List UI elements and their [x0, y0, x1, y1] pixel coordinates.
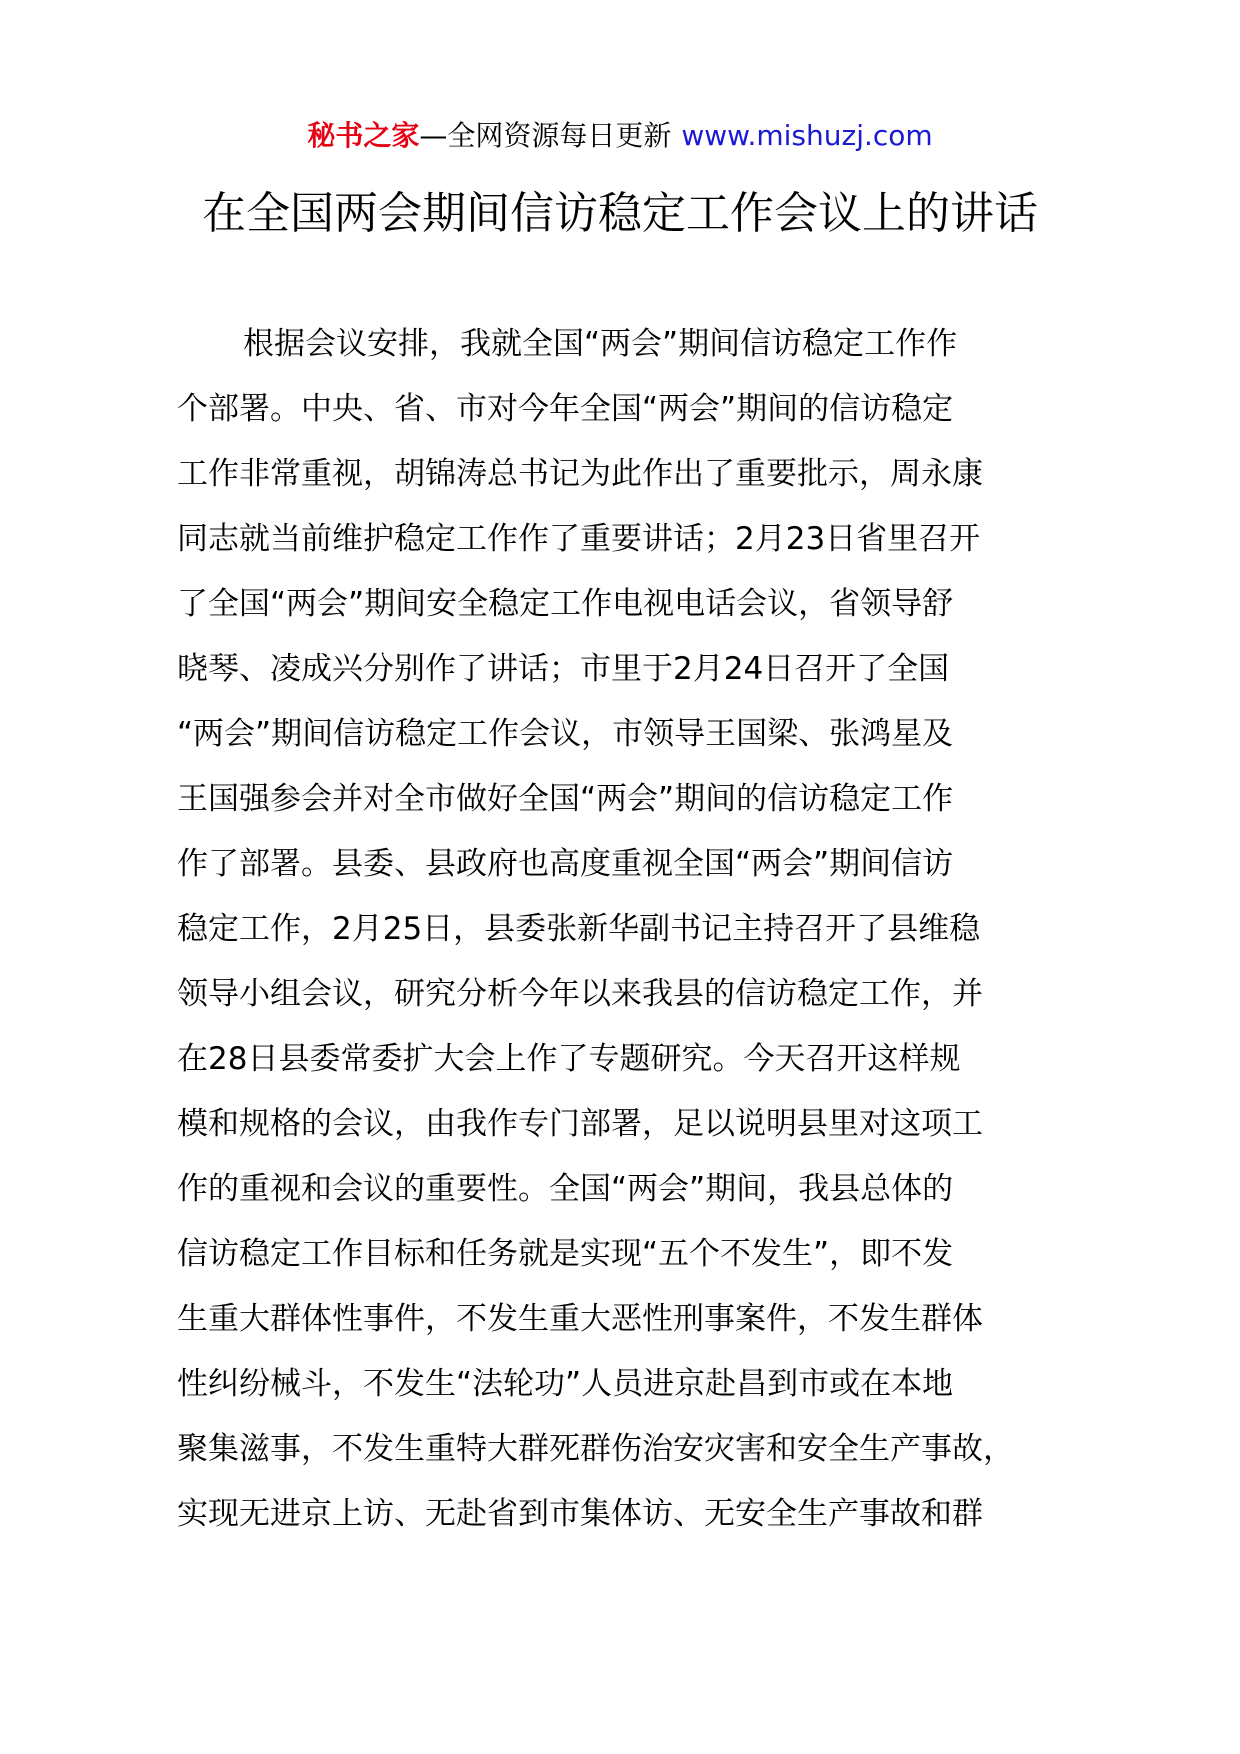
- paragraph-line: 生重大群体性事件，不发生重大恶性刑事案件，不发生群体: [177, 1301, 983, 1337]
- paragraph-line: 了全国“两会”期间安全稳定工作电视电话会议，省领导舒: [177, 586, 954, 622]
- paragraph-line: 信访稳定工作目标和任务就是实现“五个不发生”，即不发: [177, 1236, 954, 1272]
- paragraph-line: 性纠纷械斗，不发生“法轮功”人员进京赴昌到市或在本地: [177, 1366, 954, 1402]
- paragraph-line: 作了部署。县委、县政府也高度重视全国“两会”期间信访: [177, 846, 954, 882]
- paragraph-line: 晓琴、凌成兴分别作了讲话；市里于2月24日召开了全国: [177, 651, 950, 687]
- paragraph-line: 稳定工作，2月25日，县委张新华副书记主持召开了县维稳: [177, 911, 981, 947]
- paragraph-line: 实现无进京上访、无赴省到市集体访、无安全生产事故和群: [177, 1496, 983, 1532]
- paragraph-line: 模和规格的会议，由我作专门部署，足以说明县里对这项工: [177, 1106, 983, 1142]
- paragraph-line: 领导小组会议，研究分析今年以来我县的信访稳定工作，并: [177, 976, 983, 1012]
- paragraph-line: 根据会议安排，我就全国“两会”期间信访稳定工作作: [243, 326, 958, 362]
- paragraph-line: 工作非常重视，胡锦涛总书记为此作出了重要批示，周永康: [177, 456, 983, 492]
- body-paragraph: [177, 312, 1097, 1547]
- document-title: 在全国两会期间信访稳定工作会议上的讲话: [202, 188, 1038, 239]
- site-header: [0, 116, 1240, 156]
- paragraph-line: “两会”期间信访稳定工作会议，市领导王国梁、张鸿星及: [177, 716, 954, 752]
- brand-name: 秘书之家: [307, 119, 420, 152]
- site-url-link[interactable]: www.mishuzj.com: [681, 119, 933, 152]
- header-tagline: —全网资源每日更新: [419, 119, 672, 152]
- paragraph-line: 聚集滋事，不发生重特大群死群伤治安灾害和安全生产事故，: [177, 1431, 1014, 1467]
- paragraph-line: 个部署。中央、省、市对今年全国“两会”期间的信访稳定: [177, 391, 954, 427]
- paragraph-line: 作的重视和会议的重要性。全国“两会”期间，我县总体的: [177, 1171, 954, 1207]
- paragraph-line: 王国强参会并对全市做好全国“两会”期间的信访稳定工作: [177, 781, 954, 817]
- paragraph-line: 在28日县委常委扩大会上作了专题研究。今天召开这样规: [177, 1041, 961, 1077]
- paragraph-line: 同志就当前维护稳定工作作了重要讲话；2月23日省里召开: [177, 521, 981, 557]
